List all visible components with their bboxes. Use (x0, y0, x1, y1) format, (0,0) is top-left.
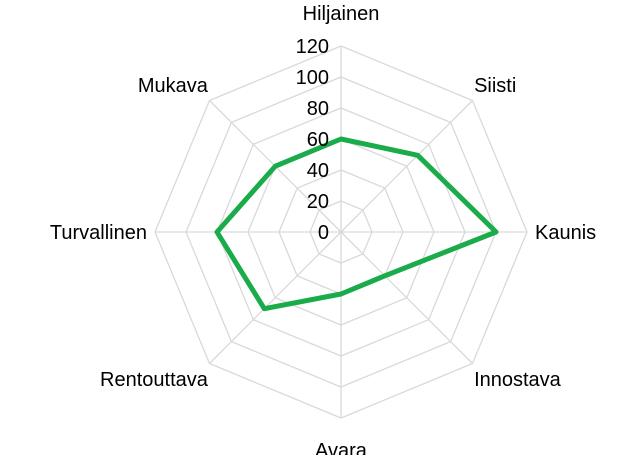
tick-label-120: 120 (295, 36, 329, 58)
category-label-siisti: Siisti (474, 74, 517, 97)
category-label-mukava: Mukava (137, 74, 208, 97)
category-label-innostava: Innostava (474, 369, 561, 392)
radar-tick-labels (296, 36, 329, 244)
tick-label-0: 0 (317, 222, 329, 244)
series-line-0 (217, 139, 496, 309)
tick-label-60: 60 (306, 129, 329, 151)
spoke-siisti (341, 100, 473, 232)
category-label-kaunis: Kaunis (535, 222, 597, 244)
radar-spokes (155, 46, 527, 418)
tick-label-20: 20 (306, 191, 329, 213)
category-label-rentouttava: Rentouttava (100, 369, 208, 392)
tick-label-100: 100 (295, 67, 329, 89)
tick-label-40: 40 (306, 160, 329, 182)
category-label-hiljainen: Hiljainen (302, 3, 380, 25)
category-label-turvallinen: Turvallinen (49, 222, 147, 244)
radar-series-layer (217, 139, 496, 309)
tick-label-80: 80 (306, 98, 329, 120)
category-label-avara: Avara (315, 440, 367, 455)
